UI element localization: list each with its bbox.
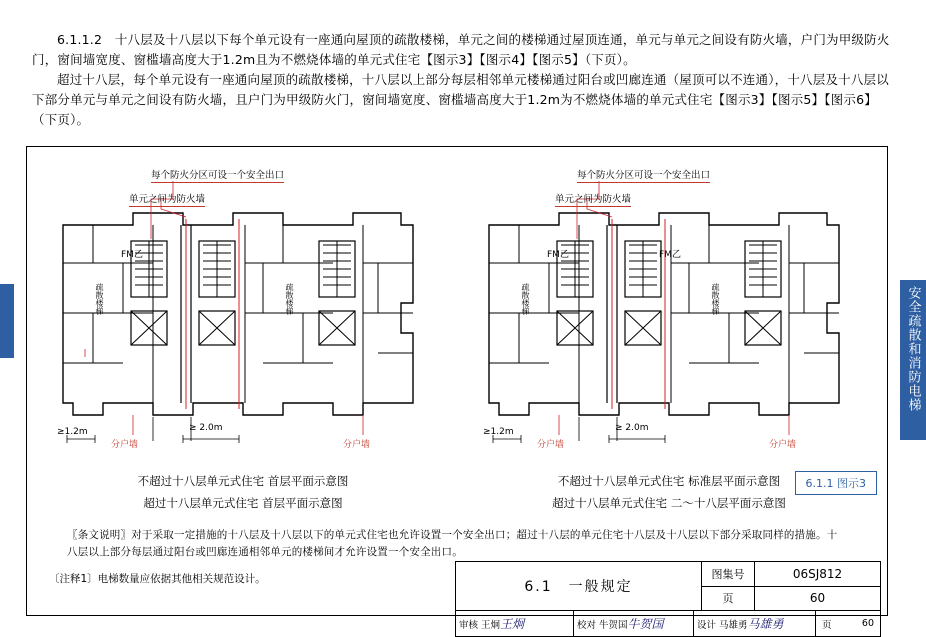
- signature-name-designer: 马雄勇: [719, 619, 748, 631]
- clause-paragraph-2: 超过十八层，每个单元设有一座通向屋顶的疏散楼梯，十八层以上部分每层相邻单元楼梯通过阳台或凹廊连通（屋顶可以不连通），十八层及十八层以下部分单元与单元之间设有防火墙，且户门为甲级防火门，窗间墙宽度、窗槛墙高度大于1.2m为不燃烧体墙的单元式住宅【图示3】【图示5】【图示6】（下页）。: [32, 72, 889, 127]
- explanation-text: 〖条文说明〗对于采取一定措施的十八层及十八层以下的单元式住宅也允许设置一个安全出口；超过十八层的单元住宅十八层及十八层以下部分采取同样的措施。十八层以上部分每层通过阳台或凹廊连通相邻单元的楼梯间才允许设置一个安全出口。: [67, 529, 838, 558]
- signature-hand-checker: 牛贺国: [627, 617, 664, 631]
- title-block: [455, 561, 881, 611]
- right-caption-2: 超过十八层单元式住宅 二～十八层平面示意图: [552, 496, 786, 510]
- signature-page-cell: [816, 611, 880, 636]
- signature-page-value: 60: [861, 618, 874, 629]
- label-stair-left: 疏散楼梯: [95, 283, 104, 315]
- dimension-small-right: ≥1.2m: [483, 427, 514, 437]
- callout-exit-right: 每个防火分区可设一个安全出口: [577, 167, 710, 183]
- right-caption-1: 不超过十八层单元式住宅 标准层平面示意图: [557, 474, 781, 488]
- figure-index-badge: 6.1.1 图示3: [795, 471, 877, 495]
- signature-row: [455, 611, 881, 637]
- title-block-title: 6.1 一般规定: [456, 562, 702, 610]
- callout-firewall-right: 单元之间为防火墙: [555, 191, 631, 207]
- label-stair-right-b: 疏散楼梯: [711, 283, 720, 315]
- dimension-large-right: ≥ 2.0m: [615, 423, 649, 433]
- title-block-code-row: [702, 562, 880, 587]
- label-fm-yi-right-b: FM乙: [659, 250, 681, 260]
- callout-firewall-left: 单元之间为防火墙: [129, 191, 205, 207]
- left-caption-1: 不超过十八层单元式住宅 首层平面示意图: [137, 474, 349, 488]
- label-partition-right-b: 分户墙: [769, 440, 797, 450]
- side-tab-safety-evacuation: [900, 280, 926, 440]
- dimension-small-left: ≥1.2m: [57, 427, 88, 437]
- side-tab-label: 安全疏散和消防电梯: [905, 286, 921, 412]
- left-blue-marker: [0, 284, 14, 358]
- label-fm-yi-right-a: FM乙: [547, 250, 569, 260]
- label-partition-right: 分户墙: [343, 440, 371, 450]
- label-partition-right-a: 分户墙: [537, 440, 565, 450]
- label-partition-left: 分户墙: [111, 440, 139, 450]
- label-fm-yi-left: FM乙: [121, 250, 143, 260]
- signature-hand-reviewer: 王炯: [500, 617, 525, 631]
- right-plan-svg: [459, 153, 879, 513]
- signature-label-designer: 设计: [697, 619, 717, 631]
- title-block-code: [702, 562, 880, 610]
- left-caption-2: 超过十八层单元式住宅 首层平面示意图: [143, 496, 343, 510]
- signature-page-label: 页: [822, 619, 832, 631]
- signature-cell-designer: [694, 611, 816, 636]
- dimension-large-left: ≥ 2.0m: [189, 423, 223, 433]
- drawing-frame: [26, 146, 888, 631]
- clause-text-block: [32, 30, 894, 130]
- signature-hand-designer: 马雄勇: [747, 617, 784, 631]
- left-floor-plan: [33, 153, 453, 513]
- signature-cell-checker: [574, 611, 694, 636]
- clause-paragraph-1: 6.1.1.2 十八层及十八层以下每个单元设有一座通向屋顶的疏散楼梯，单元之间的楼梯通过屋顶连通，单元与单元之间设有防火墙，户门为甲级防火门，窗间墙宽度、窗槛墙高度大于1.2m且为不燃烧体墙的单元式住宅【图示3】【图示4】【图示5】（下页）。: [32, 32, 890, 67]
- label-stair-right: 疏散楼梯: [285, 283, 294, 315]
- label-stair-right-a: 疏散楼梯: [521, 283, 530, 315]
- signature-name-checker: 牛贺国: [599, 619, 628, 631]
- signature-cell-reviewer: [456, 611, 574, 636]
- left-plan-svg: [33, 153, 453, 513]
- right-floor-plan: [459, 153, 879, 513]
- explanation-note: 〔注释1〕电梯数量应依据其他相关规范设计。: [49, 573, 266, 585]
- callout-exit-left: 每个防火分区可设一个安全出口: [151, 167, 284, 183]
- signature-label-reviewer: 审核: [459, 619, 479, 631]
- code-value: 06SJ812: [792, 566, 843, 581]
- title-block-page-row: [702, 587, 880, 611]
- signature-name-reviewer: 王炯: [481, 619, 501, 631]
- code-label: 图集号: [702, 562, 755, 586]
- page-value: 60: [809, 591, 826, 606]
- signature-label-checker: 校对: [577, 619, 597, 631]
- page-label: 页: [702, 587, 755, 611]
